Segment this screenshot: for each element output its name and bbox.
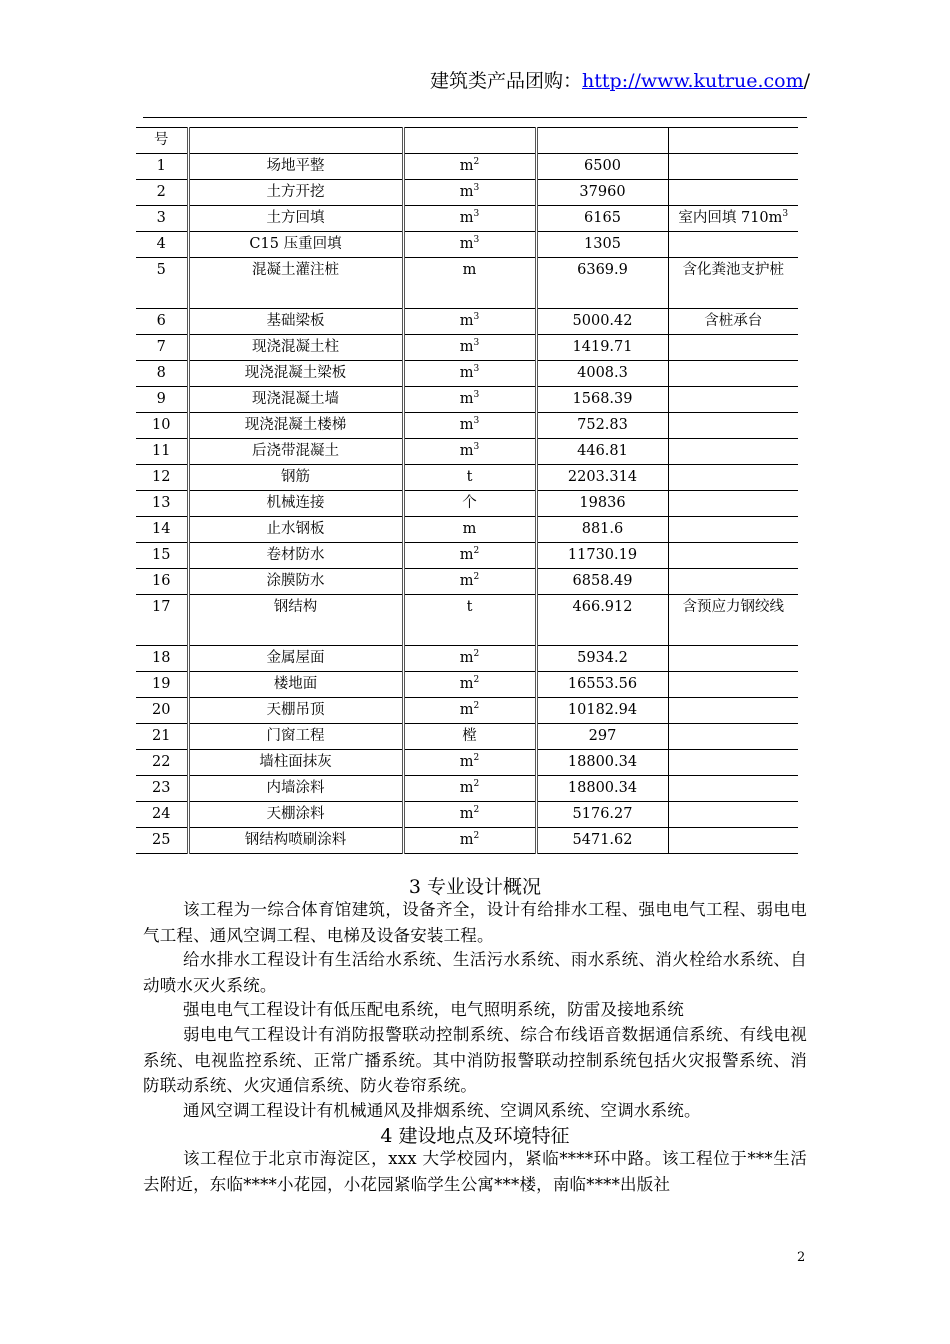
row-number: 8 [136,361,188,387]
item-quantity: 881.6 [536,517,668,543]
unit-text: m [459,573,474,589]
table-row [136,672,798,698]
item-note [668,413,798,439]
row-number: 7 [136,335,188,361]
section-4-title: 4 建设地点及环境特征 [380,1125,570,1147]
unit-exponent: 2 [473,675,480,685]
item-name: 止水钢板 [188,517,403,543]
item-note [668,491,798,517]
note-exponent: 3 [782,209,789,219]
table-row [136,776,798,802]
unit-text: t [466,599,473,615]
table-row [136,569,798,595]
item-note [668,543,798,569]
unit-text: m [459,650,474,666]
quantity-table [136,127,798,854]
unit-text: m [459,339,474,355]
row-number: 20 [136,698,188,724]
note-text: 室内回填 710m [678,210,783,226]
unit-text: m [459,754,474,770]
row-number: 3 [136,206,188,232]
header-link[interactable]: http://www.kutrue.com [582,70,804,92]
unit-exponent: 3 [473,235,480,245]
item-name: 土方回填 [188,206,403,232]
section-3-paragraph: 弱电电气工程设计有消防报警联动控制系统、综合布线语音数据通信系统、有线电视系统、电视监控系统、正常广播系统。其中消防报警联动控制系统包括火灾报警系统、消防联动系统、火灾通信系统、防火卷帘系统。 [143,1025,807,1095]
unit-text: t [466,469,473,485]
unit-text: 樘 [462,728,477,744]
table-row [136,724,798,750]
item-unit [403,232,536,258]
unit-exponent: 3 [473,416,480,426]
section-4-paragraph: 该工程位于北京市海淀区，xxx 大学校园内，紧临****环中路。该工程位于***生活去附近，东临****小花园，小花园紧临学生公寓***楼，南临****出版社 [143,1149,807,1194]
item-note [668,206,798,232]
item-unit [403,309,536,335]
item-quantity: 2203.314 [536,465,668,491]
row-number: 24 [136,802,188,828]
item-unit [403,517,536,543]
unit-exponent: 3 [473,209,480,219]
unit-text: m [459,210,474,226]
unit-exponent: 2 [473,546,480,556]
unit-text: m [459,806,474,822]
item-quantity: 18800.34 [536,776,668,802]
item-unit [403,672,536,698]
row-number: 23 [136,776,188,802]
item-unit [403,698,536,724]
item-unit [403,776,536,802]
table-row [136,491,798,517]
section-3-paragraph: 强电电气工程设计有低压配电系统，电气照明系统，防雷及接地系统 [183,1000,684,1019]
unit-exponent: 3 [473,364,480,374]
section-3-paragraph: 通风空调工程设计有机械通风及排烟系统、空调风系统、空调水系统。 [183,1101,701,1120]
item-quantity: 4008.3 [536,361,668,387]
table-row [136,439,798,465]
unit-text: m [459,547,474,563]
item-note [668,387,798,413]
page-number: 2 [797,1250,806,1265]
item-name: 现浇混凝土楼梯 [188,413,403,439]
item-unit [403,491,536,517]
row-number: 16 [136,569,188,595]
item-quantity: 10182.94 [536,698,668,724]
item-name: 金属屋面 [188,646,403,672]
item-note [668,724,798,750]
unit-exponent: 2 [473,701,480,711]
header-rule [143,117,807,118]
item-name: C15 压重回填 [188,232,403,258]
unit-text: m [462,262,477,278]
unit-text: m [459,236,474,252]
item-name: 内墙涂料 [188,776,403,802]
table-row [136,180,798,206]
unit-exponent: 2 [473,779,480,789]
header-prefix: 建筑类产品团购： [430,70,583,92]
item-note [668,128,798,154]
item-quantity: 6858.49 [536,569,668,595]
row-number: 10 [136,413,188,439]
item-name: 机械连接 [188,491,403,517]
note-text: 含化粪池支护桩 [682,262,784,278]
row-number: 17 [136,595,188,646]
item-unit [403,206,536,232]
unit-exponent: 3 [473,183,480,193]
item-note [668,232,798,258]
table-row [136,595,798,646]
table-row [136,698,798,724]
row-number: 2 [136,180,188,206]
table-row [136,465,798,491]
unit-text: m [459,184,474,200]
item-note [668,776,798,802]
table-row [136,335,798,361]
unit-exponent: 3 [473,390,480,400]
item-note [668,361,798,387]
item-name: 钢结构喷刷涂料 [188,828,403,854]
note-text: 含预应力钢绞线 [682,599,784,615]
item-unit [403,802,536,828]
item-unit [403,128,536,154]
item-unit [403,569,536,595]
page-header [430,66,810,93]
item-name: 钢结构 [188,595,403,646]
unit-text: m [459,780,474,796]
item-name: 场地平整 [188,154,403,180]
item-note [668,569,798,595]
section-3-paragraph: 该工程为一综合体育馆建筑，设备齐全，设计有给排水工程、强电电气工程、弱电电气工程、通风空调工程、电梯及设备安装工程。 [143,900,807,945]
unit-text: m [459,158,474,174]
item-quantity: 6500 [536,154,668,180]
row-number: 14 [136,517,188,543]
item-quantity: 446.81 [536,439,668,465]
table-row [136,750,798,776]
unit-exponent: 3 [473,442,480,452]
unit-text: m [459,365,474,381]
item-note [668,672,798,698]
item-name: 楼地面 [188,672,403,698]
item-unit [403,413,536,439]
row-number: 号 [136,128,188,154]
item-note [668,258,798,309]
section-3-paragraph: 给水排水工程设计有生活给水系统、生活污水系统、雨水系统、消火栓给水系统、自动喷水灭火系统。 [143,950,807,995]
table-row [136,387,798,413]
unit-exponent: 2 [473,753,480,763]
item-quantity: 5934.2 [536,646,668,672]
unit-text: m [459,832,474,848]
row-number: 19 [136,672,188,698]
table-row [136,128,798,154]
table-row [136,646,798,672]
unit-exponent: 2 [473,805,480,815]
note-text: 含桩承台 [704,313,763,329]
item-note [668,750,798,776]
item-unit [403,828,536,854]
table-row [136,232,798,258]
table-row [136,413,798,439]
item-quantity: 6369.9 [536,258,668,309]
item-quantity: 752.83 [536,413,668,439]
item-name: 卷材防水 [188,543,403,569]
item-quantity: 16553.56 [536,672,668,698]
item-unit [403,750,536,776]
row-number: 6 [136,309,188,335]
unit-exponent: 2 [473,649,480,659]
item-quantity: 1305 [536,232,668,258]
table-row [136,206,798,232]
item-unit [403,387,536,413]
row-number: 9 [136,387,188,413]
unit-text: m [459,702,474,718]
item-unit [403,258,536,309]
table-row [136,802,798,828]
unit-exponent: 3 [473,338,480,348]
item-note [668,595,798,646]
item-note [668,439,798,465]
item-name: 天棚涂料 [188,802,403,828]
table-row [136,309,798,335]
item-unit [403,180,536,206]
item-unit [403,724,536,750]
row-number: 15 [136,543,188,569]
row-number: 12 [136,465,188,491]
table-row [136,543,798,569]
item-quantity: 6165 [536,206,668,232]
section-3-title: 3 专业设计概况 [408,876,542,898]
item-unit [403,439,536,465]
unit-exponent: 2 [473,572,480,582]
item-unit [403,335,536,361]
row-number: 25 [136,828,188,854]
item-note [668,828,798,854]
item-name: 土方开挖 [188,180,403,206]
item-quantity: 18800.34 [536,750,668,776]
item-name: 墙柱面抹灰 [188,750,403,776]
item-quantity: 1568.39 [536,387,668,413]
table-row [136,154,798,180]
unit-exponent: 3 [473,312,480,322]
table-row [136,517,798,543]
unit-text: m [459,676,474,692]
item-name: 现浇混凝土墙 [188,387,403,413]
row-number: 21 [136,724,188,750]
row-number: 4 [136,232,188,258]
unit-text: m [459,391,474,407]
item-note [668,646,798,672]
item-name: 现浇混凝土柱 [188,335,403,361]
item-name: 后浇带混凝土 [188,439,403,465]
unit-text: 个 [462,495,477,511]
unit-exponent: 2 [473,157,480,167]
item-note [668,698,798,724]
item-unit [403,646,536,672]
item-unit [403,543,536,569]
unit-exponent: 2 [473,831,480,841]
item-quantity: 19836 [536,491,668,517]
item-quantity: 37960 [536,180,668,206]
item-quantity: 5000.42 [536,309,668,335]
item-name: 钢筋 [188,465,403,491]
item-quantity: 11730.19 [536,543,668,569]
item-note [668,154,798,180]
row-number: 13 [136,491,188,517]
unit-text: m [459,417,474,433]
item-note [668,309,798,335]
item-name: 混凝土灌注桩 [188,258,403,309]
item-note [668,335,798,361]
item-quantity: 1419.71 [536,335,668,361]
item-quantity: 5471.62 [536,828,668,854]
row-number: 1 [136,154,188,180]
item-quantity: 466.912 [536,595,668,646]
row-number: 18 [136,646,188,672]
item-quantity: 297 [536,724,668,750]
item-name: 天棚吊顶 [188,698,403,724]
item-quantity: 5176.27 [536,802,668,828]
unit-text: m [459,443,474,459]
item-note [668,802,798,828]
unit-text: m [462,521,477,537]
table-row [136,361,798,387]
row-number: 22 [136,750,188,776]
item-name: 门窗工程 [188,724,403,750]
item-quantity [536,128,668,154]
unit-text: m [459,313,474,329]
item-note [668,517,798,543]
item-note [668,180,798,206]
item-unit [403,465,536,491]
item-unit [403,595,536,646]
item-name [188,128,403,154]
item-name: 现浇混凝土梁板 [188,361,403,387]
header-suffix: / [803,70,810,92]
item-name: 涂膜防水 [188,569,403,595]
table-row [136,828,798,854]
item-note [668,465,798,491]
item-name: 基础梁板 [188,309,403,335]
row-number: 11 [136,439,188,465]
item-unit [403,154,536,180]
row-number: 5 [136,258,188,309]
item-unit [403,361,536,387]
table-row [136,258,798,309]
